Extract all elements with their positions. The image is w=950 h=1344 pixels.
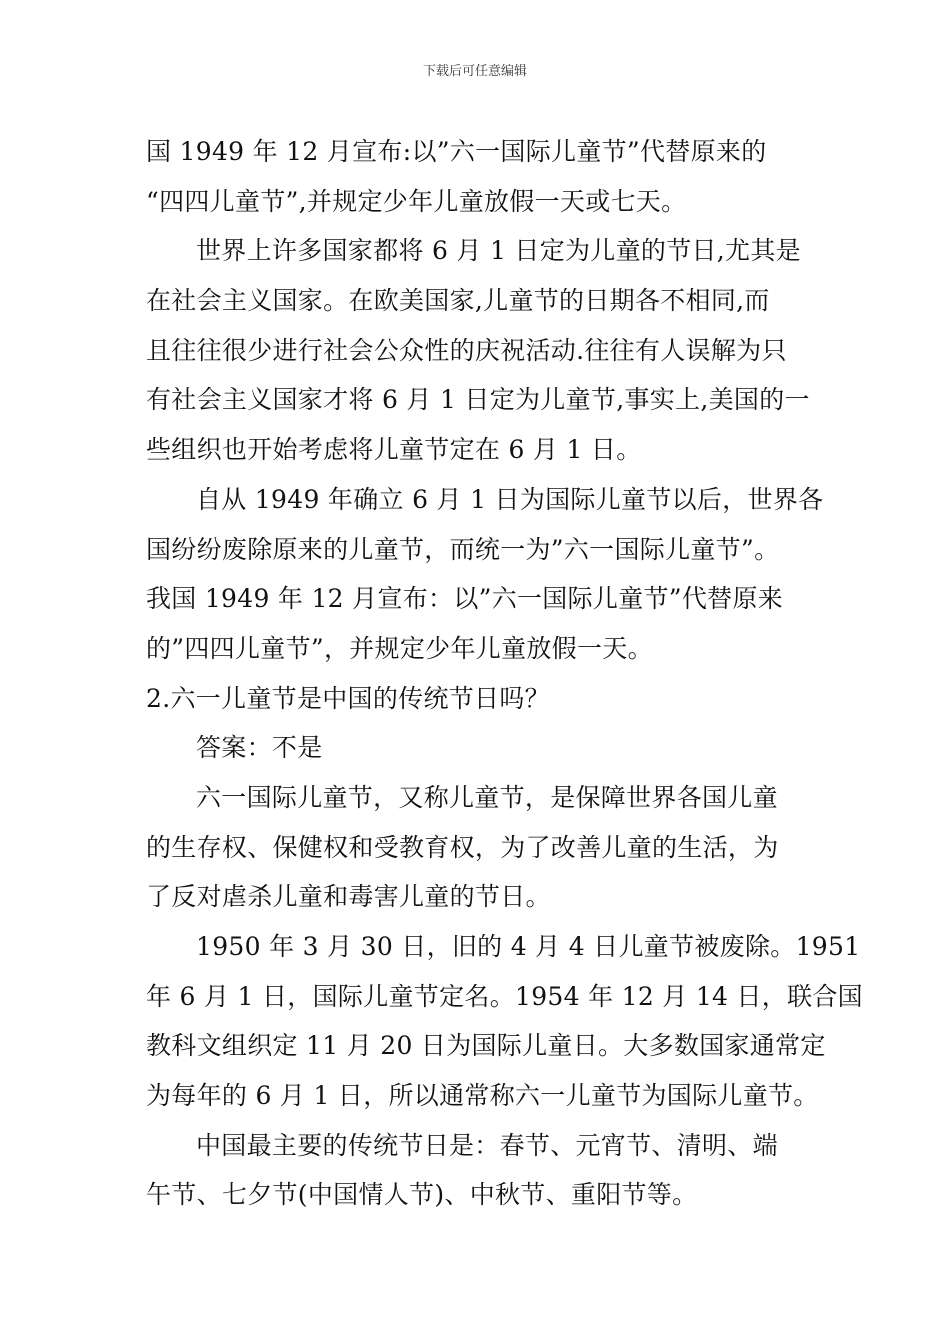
paragraph-timeline — [146, 922, 863, 1121]
text-line: 1950 年 3 月 30 日，旧的 4 月 4 日儿童节被废除。1951 — [196, 932, 861, 961]
text-line: 在社会主义国家。在欧美国家,儿童节的日期各不相同,而 — [146, 286, 770, 316]
text-line: 的”四四儿童节”，并规定少年儿童放假一天。 — [146, 633, 653, 663]
text-line: 年 6 月 1 日，国际儿童节定名。1954 年 12 月 14 日，联合国 — [146, 981, 863, 1011]
paragraph-history-1949 — [146, 475, 824, 674]
text-line: 世界上许多国家都将 6 月 1 日定为儿童的节日,尤其是 — [196, 236, 801, 266]
question-heading — [146, 674, 810, 724]
text-line: 为每年的 6 月 1 日，所以通常称六一儿童节为国际儿童节。 — [146, 1081, 819, 1111]
page-header: 下载后可任意编辑 — [422, 64, 527, 79]
paragraph-traditional-festivals — [146, 1121, 810, 1220]
text-line: “四四儿童节”,并规定少年儿童放假一天或七天。 — [146, 186, 687, 216]
paragraph-continuation — [146, 127, 810, 226]
text-line: 六一国际儿童节，又称儿童节，是保障世界各国儿童 — [196, 782, 778, 812]
text-line: 的生存权、保健权和受教育权，为了改善儿童的生活，为 — [146, 832, 779, 862]
text-line: 自从 1949 年确立 6 月 1 日为国际儿童节以后，世界各 — [196, 484, 824, 514]
text-line: 了反对虐杀儿童和毒害儿童的节日。 — [146, 882, 551, 912]
document-body — [146, 127, 863, 1220]
text-line: 2.六一儿童节是中国的传统节日吗？ — [146, 683, 550, 713]
text-line: 我国 1949 年 12 月宣布：以”六一国际儿童节”代替原来 — [146, 584, 784, 614]
paragraph-definition — [146, 773, 810, 922]
text-line: 答案：不是 — [196, 733, 323, 763]
text-line: 些组织也开始考虑将儿童节定在 6 月 1 日。 — [146, 435, 642, 465]
text-line: 且往往很少进行社会公众性的庆祝活动.往往有人误解为只 — [146, 335, 787, 365]
text-line: 中国最主要的传统节日是：春节、元宵节、清明、端 — [196, 1130, 778, 1160]
paragraph-world-dates — [146, 226, 810, 474]
text-line: 国纷纷废除原来的儿童节，而统一为”六一国际儿童节”。 — [146, 534, 780, 564]
text-line: 国 1949 年 12 月宣布:以”六一国际儿童节”代替原来的 — [146, 137, 767, 166]
answer-line — [146, 723, 810, 773]
text-line: 有社会主义国家才将 6 月 1 日定为儿童节,事实上,美国的一 — [146, 385, 810, 415]
text-line: 教科文组织定 11 月 20 日为国际儿童日。大多数国家通常定 — [146, 1031, 826, 1061]
text-line: 午节、七夕节(中国情人节)、中秋节、重阳节等。 — [146, 1180, 698, 1210]
